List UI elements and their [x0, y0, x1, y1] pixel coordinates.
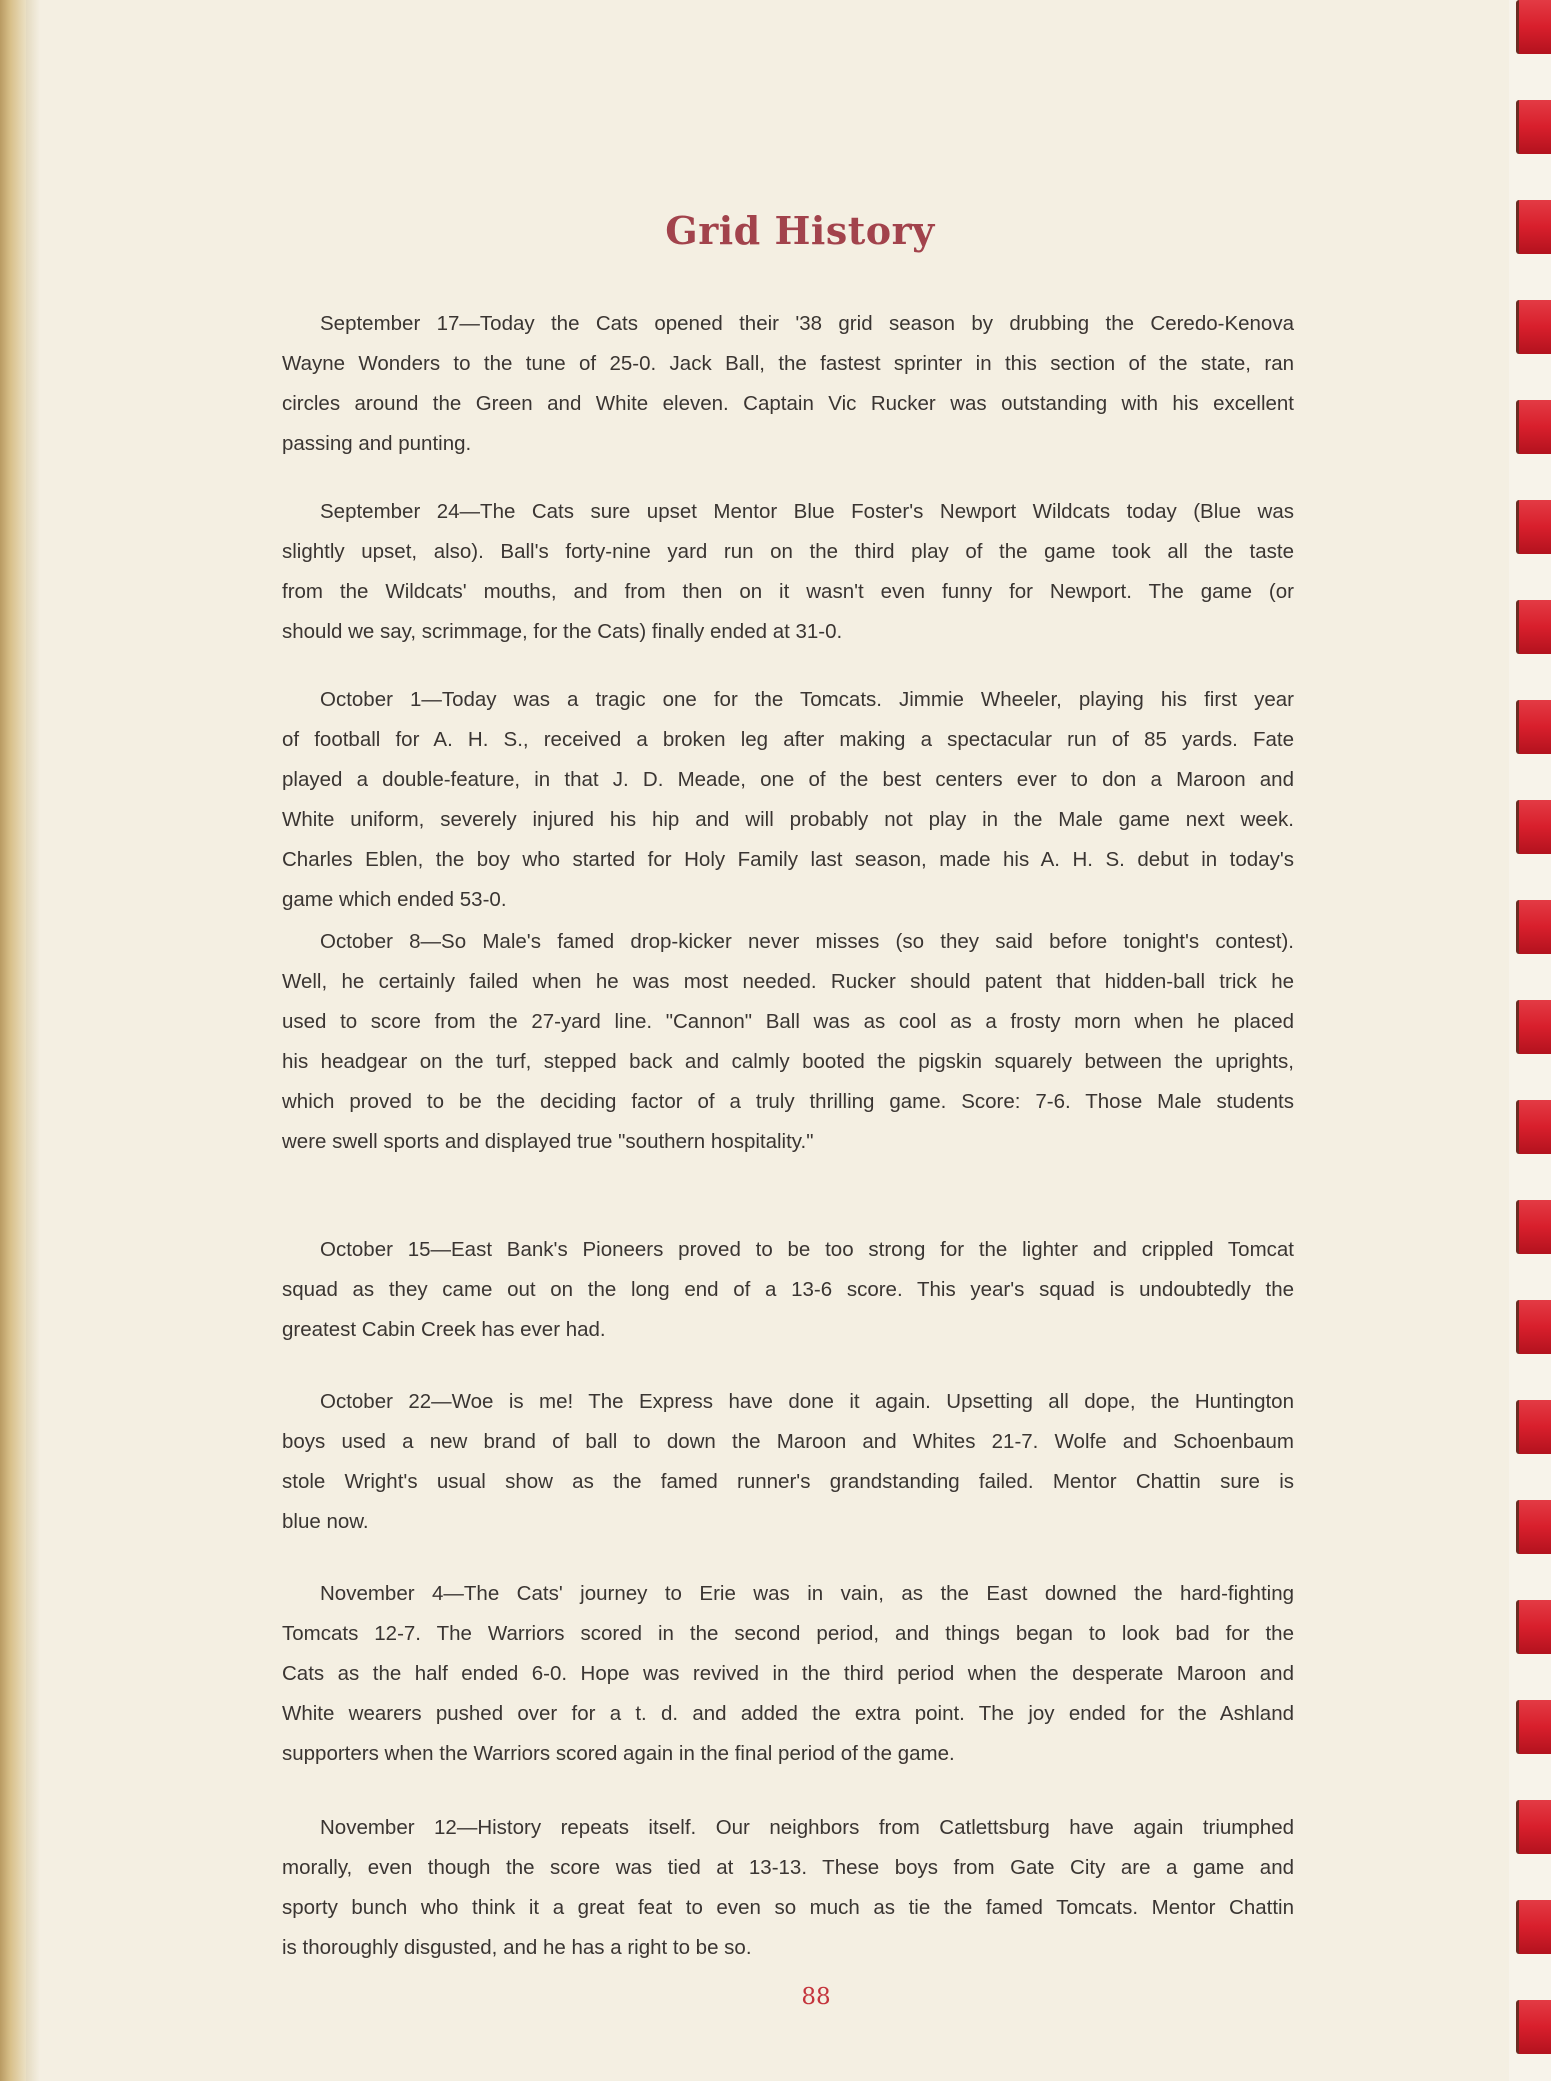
binding-ring: [1516, 300, 1551, 354]
text-line: stole Wright's usual show as the famed runner's grandstanding failed. Mentor Chattin sure is: [282, 1470, 1294, 1493]
paragraph: [282, 1230, 1294, 1350]
text-line: October 8—So Male's famed drop-kicker never misses (so they said before tonight's contest).: [320, 930, 1294, 953]
binding-ring: [1516, 1800, 1551, 1854]
text-line: which proved to be the deciding factor of a truly thrilling game. Score: 7-6. Those Male students: [282, 1090, 1294, 1113]
text-line: White wearers pushed over for a t. d. and added the extra point. The joy ended for the Ashland: [282, 1702, 1294, 1725]
binding-ring: [1516, 1500, 1551, 1554]
page-title: Grid History: [665, 208, 935, 253]
text-line: Wayne Wonders to the tune of 25-0. Jack Ball, the fastest sprinter in this section of the state, ran: [282, 352, 1294, 375]
text-line: greatest Cabin Creek has ever had.: [282, 1318, 606, 1341]
text-line: October 22—Woe is me! The Express have done it again. Upsetting all dope, the Huntington: [320, 1390, 1294, 1413]
binding-ring: [1516, 1900, 1551, 1954]
text-line: blue now.: [282, 1510, 369, 1533]
binding-ring: [1516, 100, 1551, 154]
text-line: from the Wildcats' mouths, and from then on it wasn't even funny for Newport. The game (or: [282, 580, 1294, 603]
text-line: were swell sports and displayed true "southern hospitality.": [282, 1130, 814, 1153]
text-line: September 17—Today the Cats opened their '38 grid season by drubbing the Ceredo-Kenova: [320, 312, 1294, 335]
paragraph: [282, 304, 1294, 464]
text-line: September 24—The Cats sure upset Mentor Blue Foster's Newport Wildcats today (Blue was: [320, 500, 1294, 523]
text-line: November 4—The Cats' journey to Erie was in vain, as the East downed the hard-fighting: [320, 1582, 1294, 1605]
binding-ring: [1516, 1700, 1551, 1754]
binding-ring: [1516, 600, 1551, 654]
text-line: circles around the Green and White eleven. Captain Vic Rucker was outstanding with his excellent: [282, 392, 1294, 415]
page-number: 88: [801, 1984, 831, 2010]
text-line: played a double-feature, in that J. D. Meade, one of the best centers ever to don a Maroon and: [282, 768, 1294, 791]
text-line: White uniform, severely injured his hip and will probably not play in the Male game next week.: [282, 808, 1294, 831]
spiral-binding: [1509, 0, 1551, 2081]
text-line: boys used a new brand of ball to down the Maroon and Whites 21-7. Wolfe and Schoenbaum: [282, 1430, 1294, 1453]
text-line: his headgear on the turf, stepped back and calmly booted the pigskin squarely between the uprights,: [282, 1050, 1294, 1073]
text-line: sporty bunch who think it a great feat to even so much as tie the famed Tomcats. Mentor Chattin: [282, 1896, 1294, 1919]
text-line: should we say, scrimmage, for the Cats) finally ended at 31-0.: [282, 620, 843, 643]
text-line: November 12—History repeats itself. Our neighbors from Catlettsburg have again triumphed: [320, 1816, 1294, 1839]
binding-ring: [1516, 900, 1551, 954]
binding-ring: [1516, 700, 1551, 754]
text-line: Well, he certainly failed when he was most needed. Rucker should patent that hidden-ball trick he: [282, 970, 1294, 993]
binding-ring: [1516, 1000, 1551, 1054]
page-edge: [0, 0, 26, 2081]
paragraph: [282, 1382, 1294, 1542]
paragraph: [282, 1808, 1294, 1968]
binding-ring: [1516, 1100, 1551, 1154]
text-line: Cats as the half ended 6-0. Hope was revived in the third period when the desperate Maroon and: [282, 1662, 1294, 1685]
binding-ring: [1516, 1300, 1551, 1354]
binding-ring: [1516, 500, 1551, 554]
text-line: morally, even though the score was tied at 13-13. These boys from Gate City are a game and: [282, 1856, 1294, 1879]
binding-ring: [1516, 0, 1551, 54]
paragraph: [282, 680, 1294, 920]
text-line: is thoroughly disgusted, and he has a right to be so.: [282, 1936, 752, 1959]
text-line: squad as they came out on the long end of a 13-6 score. This year's squad is undoubtedly the: [282, 1278, 1294, 1301]
text-line: Tomcats 12-7. The Warriors scored in the second period, and things began to look bad for the: [282, 1622, 1294, 1645]
binding-ring: [1516, 1600, 1551, 1654]
binding-ring: [1516, 800, 1551, 854]
page-gutter: [26, 0, 40, 2081]
text-line: Charles Eblen, the boy who started for Holy Family last season, made his A. H. S. debut in today's: [282, 848, 1294, 871]
paragraph: [282, 922, 1294, 1162]
paragraph: [282, 492, 1294, 652]
text-line: October 1—Today was a tragic one for the Tomcats. Jimmie Wheeler, playing his first year: [320, 688, 1294, 711]
text-line: used to score from the 27-yard line. "Cannon" Ball was as cool as a frosty morn when he placed: [282, 1010, 1294, 1033]
text-line: supporters when the Warriors scored again in the final period of the game.: [282, 1742, 955, 1765]
text-line: passing and punting.: [282, 432, 472, 455]
text-line: game which ended 53-0.: [282, 888, 507, 911]
binding-ring: [1516, 1200, 1551, 1254]
paragraph: [282, 1574, 1294, 1774]
text-line: October 15—East Bank's Pioneers proved to be too strong for the lighter and crippled Tomcat: [320, 1238, 1294, 1261]
text-line: slightly upset, also). Ball's forty-nine yard run on the third play of the game took all the taste: [282, 540, 1294, 563]
binding-ring: [1516, 400, 1551, 454]
text-line: of football for A. H. S., received a broken leg after making a spectacular run of 85 yards. Fate: [282, 728, 1294, 751]
binding-ring: [1516, 1400, 1551, 1454]
